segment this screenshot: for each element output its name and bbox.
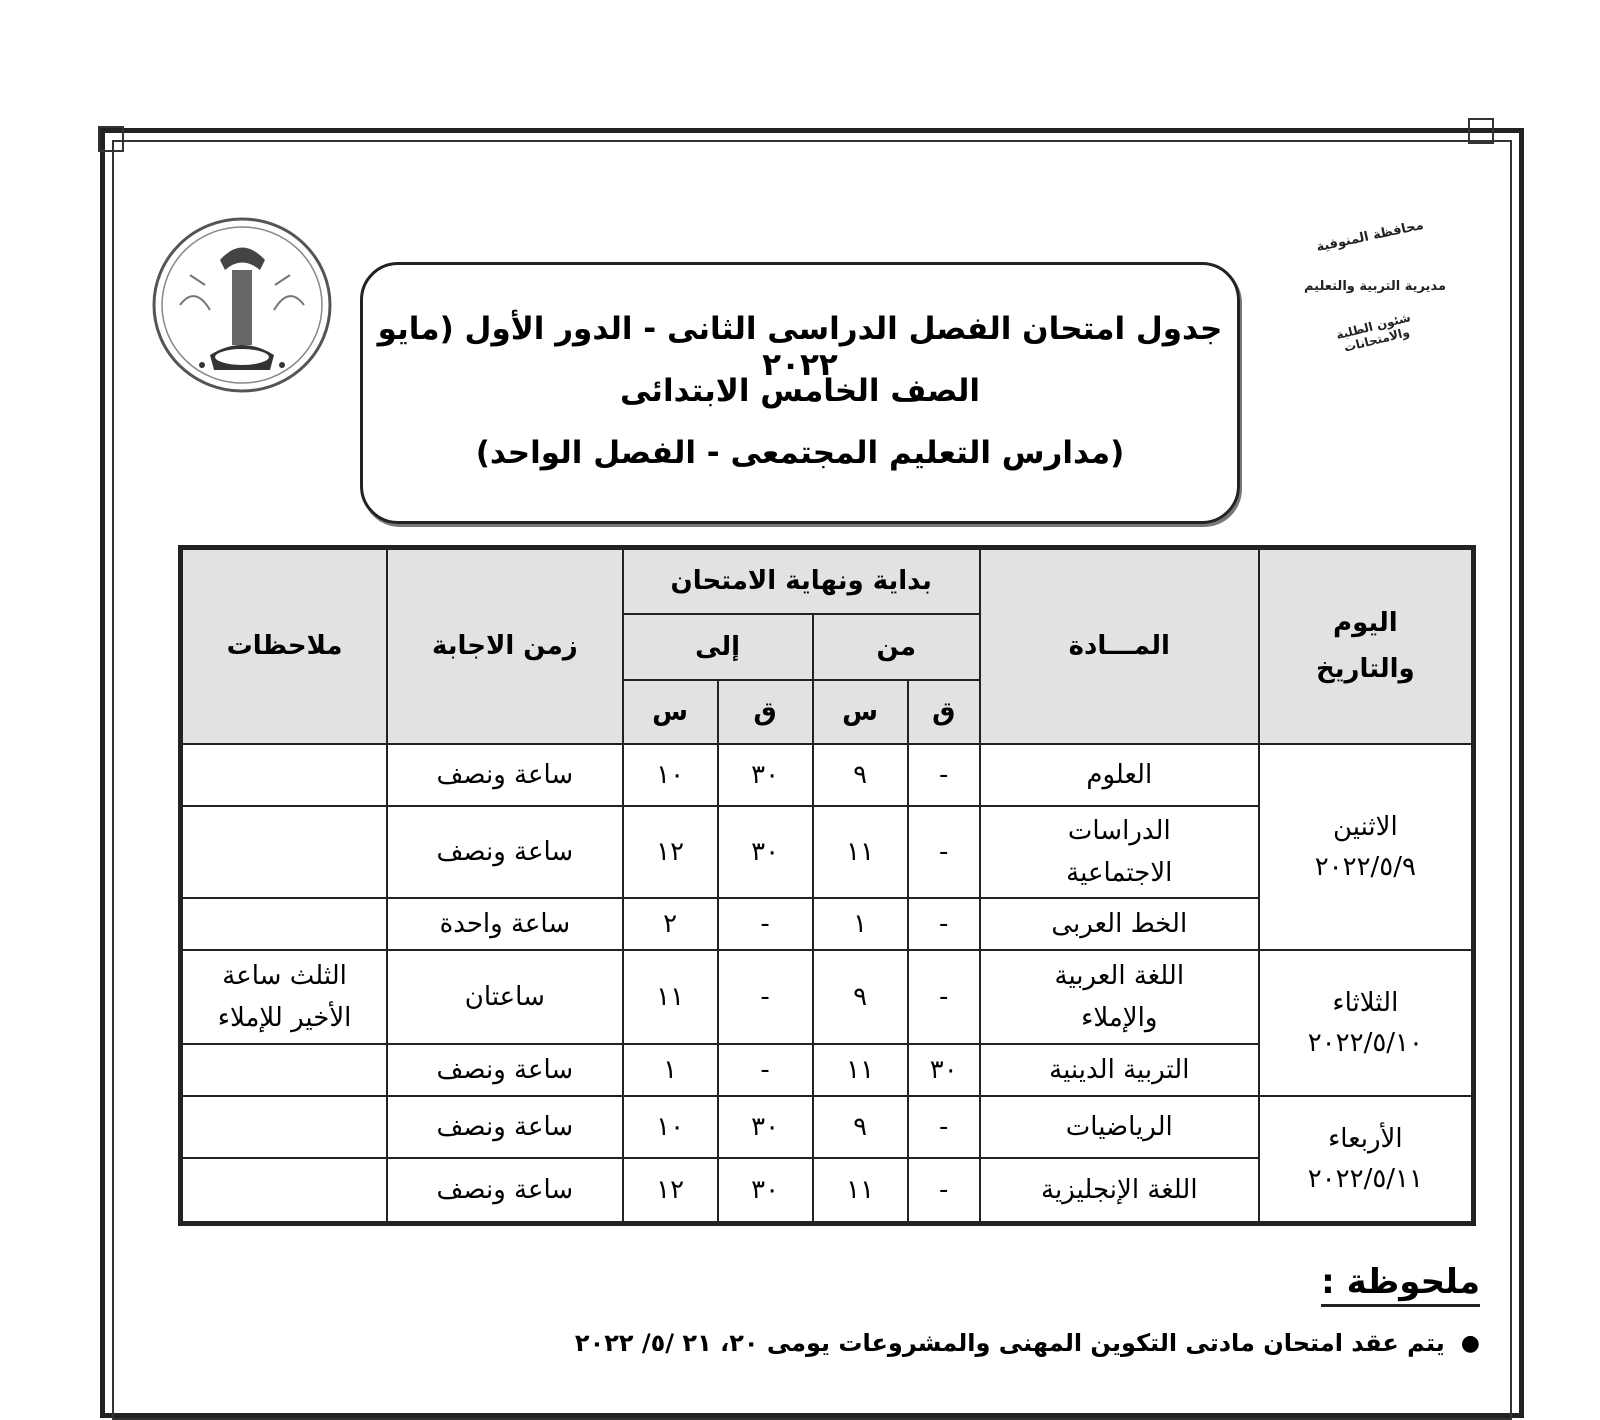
table-row [181,1096,1474,1158]
notes-cell [181,1158,388,1224]
header-to-hour: س [623,680,718,744]
subject-cell: الدراسات الاجتماعية [980,806,1259,898]
from-hour-cell: ١١ [813,806,908,898]
frame-corner [98,126,124,152]
note-heading: ملحوظة : [1321,1262,1480,1307]
note-section [300,1262,1480,1357]
notes-cell [181,898,388,950]
duration-cell: ساعتان [387,950,622,1044]
subject-cell: اللغة الإنجليزية [980,1158,1259,1224]
header-from-hour: س [813,680,908,744]
grade-title: الصف الخامس الابتدائى [619,373,981,409]
schools-title: (مدارس التعليم المجتمعى - الفصل الواحد) [475,435,1125,471]
stamp-line-governorate: محافظة المنوفية [1315,217,1425,256]
subject-cell: العلوم [980,744,1259,806]
table-row [181,744,1474,806]
to-minute-cell: ٣٠ [718,1158,813,1224]
from-hour-cell: ٩ [813,950,908,1044]
frame-corner [1468,118,1494,144]
subject-cell: الرياضيات [980,1096,1259,1158]
day-cell-monday [1259,744,1474,950]
table-row [181,950,1474,1044]
from-hour-cell: ٩ [813,1096,908,1158]
exam-schedule-table [178,545,1476,1226]
to-minute-cell: - [718,950,813,1044]
from-minute-cell: - [908,806,980,898]
to-minute-cell: ٣٠ [718,806,813,898]
notes-cell [181,1096,388,1158]
from-minute-cell: - [908,898,980,950]
directorate-stamp [1300,215,1450,365]
title-box [360,262,1240,524]
duration-cell: ساعة ونصف [387,806,622,898]
day-date: ٢٠٢٢/٥/١١ [1307,1163,1423,1194]
day-cell-wednesday [1259,1096,1474,1224]
to-hour-cell: ١٠ [623,744,718,806]
day-name: الاثنين [1332,811,1398,842]
from-minute-cell: ٣٠ [908,1044,980,1096]
day-cell-tuesday [1259,950,1474,1096]
governorate-emblem [150,215,340,395]
duration-cell: ساعة ونصف [387,1044,622,1096]
duration-cell: ساعة ونصف [387,744,622,806]
header-from-minute: ق [908,680,980,744]
header-duration: زمن الاجابة [387,548,622,744]
to-minute-cell: ٣٠ [718,1096,813,1158]
notes-cell: الثلث ساعة الأخير للإملاء [181,950,388,1044]
header-start-end: بداية ونهاية الامتحان [623,548,980,614]
notes-cell [181,1044,388,1096]
notes-cell [181,806,388,898]
header-from: من [813,614,980,680]
header-to-minute: ق [718,680,813,744]
from-hour-cell: ١ [813,898,908,950]
to-hour-cell: ١٠ [623,1096,718,1158]
exam-title: جدول امتحان الفصل الدراسى الثانى - الدور الأول (مايو ٢٠٢٢ [377,311,1223,383]
day-name: الأربعاء [1328,1123,1403,1154]
to-hour-cell: ١٢ [623,1158,718,1224]
to-minute-cell: ٣٠ [718,744,813,806]
subject-cell: الخط العربى [980,898,1259,950]
duration-cell: ساعة ونصف [387,1096,622,1158]
duration-cell: ساعة ونصف [387,1158,622,1224]
subject-cell: التربية الدينية [980,1044,1259,1096]
header-notes: ملاحظات [181,548,388,744]
day-name: الثلاثاء [1332,987,1399,1018]
header-subject: المـــادة [980,548,1259,744]
from-minute-cell: - [908,744,980,806]
note-item [300,1329,1480,1357]
note-text: يتم عقد امتحان مادتى التكوين المهنى والمشروعات يومى ٢٠، ٢١ /٥/ ٢٠٢٢ [574,1329,1445,1357]
stamp-line-directorate: مديرية التربية والتعليم [1303,279,1447,294]
subject-cell: اللغة العربية والإملاء [980,950,1259,1044]
from-hour-cell: ٩ [813,744,908,806]
to-hour-cell: ١١ [623,950,718,1044]
from-minute-cell: - [908,1158,980,1224]
to-hour-cell: ٢ [623,898,718,950]
header-to: إلى [623,614,813,680]
to-hour-cell: ١٢ [623,806,718,898]
header-day-date: اليوم والتاريخ [1259,548,1474,744]
from-hour-cell: ١١ [813,1158,908,1224]
from-minute-cell: - [908,950,980,1044]
day-date: ٢٠٢٢/٥/١٠ [1307,1027,1423,1058]
bullet-icon: ● [1460,1330,1480,1356]
to-minute-cell: - [718,898,813,950]
to-hour-cell: ١ [623,1044,718,1096]
duration-cell: ساعة واحدة [387,898,622,950]
from-hour-cell: ١١ [813,1044,908,1096]
notes-cell [181,744,388,806]
from-minute-cell: - [908,1096,980,1158]
stamp-line-department: شئون الطلبة والامتحانات [1334,310,1412,355]
to-minute-cell: - [718,1044,813,1096]
day-date: ٢٠٢٢/٥/٩ [1314,851,1416,882]
